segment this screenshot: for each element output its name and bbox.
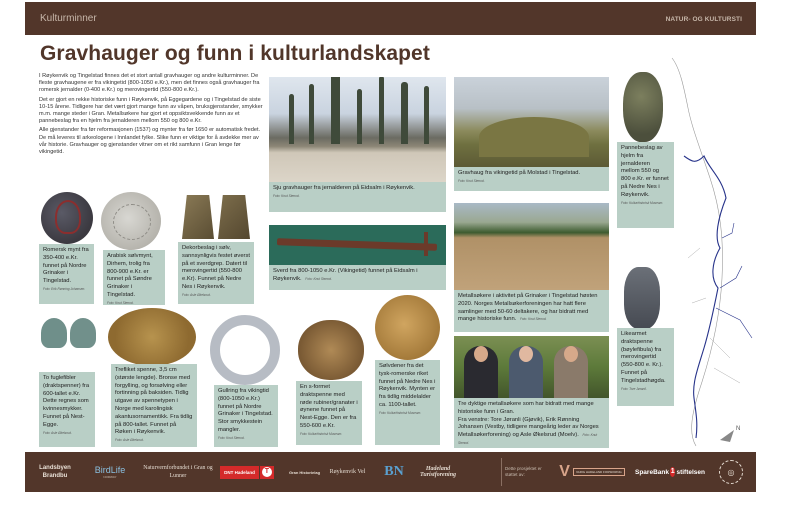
logo-circular-emblem [713, 452, 749, 492]
artifact-bird-brooch-2 [70, 318, 96, 348]
photo-credit: Foto: Asle Økelsrud. [182, 292, 211, 297]
artifact-roman-coin [41, 192, 93, 244]
logo-hadeland: Hadeland Turistforening [419, 466, 457, 478]
photo-credit: Foto: Erik Rønning Johansen. [43, 286, 86, 291]
emblem-icon: ◎ [719, 460, 743, 484]
caption-metal-detectorists: Tre dyktige metallsøkere som har bidratt med mange historiske funn i Gran. Fra venstre: Tore Jøranli (Gjøvik), Erik Rønning Johansen (Vestby, tidligere mangeårig leder av Norges Metallsøkerforening) og Asle Økelsrud (Moelv). Foto: Knut Stenod. [454, 398, 609, 448]
logo-varig-hadeland: V VARIG HADELAND FORSIKRING [557, 452, 627, 492]
photo-graves-eidsalm [269, 77, 446, 182]
photo-metal-detecting [454, 203, 609, 290]
caption-equal-arm-brooch: Likearmet draktspenne (bøylefibula) fra merovingertid (550-800 e. Kr.). Funnet på Tingelstadhøgda. Foto: Tore Jøranli. [617, 328, 674, 406]
trail-map [670, 38, 780, 450]
caption-silver-coin: Sølvdener fra det tysk-romerske riket funnet på Nedre Nes i Røykenvik. Mynten er fra tidlig middelalder ca. 1100-tallet. Foto: Kulturhistorisk Museum. [375, 360, 440, 445]
artifact-helmet-mount [623, 72, 663, 142]
logo-naturvernforbundet: Naturvernforbundet i Gran og Lunner [143, 465, 213, 479]
logo-roykenvik-vel: Røykenvik Vel [329, 469, 366, 475]
caption-gold-ring: Gullring fra vikingtid (800-1050 e.Kr.) funnet på Nordre Grinaker i Tingelstad. Stor smykkestein mangler. Foto: Knut Stenod. [214, 385, 278, 447]
footer-divider [501, 458, 502, 486]
logo-birdlife: BirdLife NORWAY [94, 465, 126, 479]
caption-sword: Sverd fra 800-1050 e.Kr. (Vikingetid) funnet på Eidsalm i Røykenvik. Foto: Knut Stenod. [269, 265, 446, 290]
photo-credit: Foto: Asle Økelsrud. [43, 430, 72, 435]
photo-credit: Foto: Kulturhistorisk Museum. [300, 431, 343, 436]
caption-graves: Sju gravhauger fra jernalderen på Eidsalm i Røykenvik. Foto: Knut Stenod. [269, 182, 446, 212]
logo-landsbyen-brandbu: Landsbyen Brandbu [39, 465, 71, 479]
artifact-bird-brooch-1 [41, 318, 67, 348]
artifact-equal-arm-brooch [624, 267, 660, 329]
logo-gran-historielag: Gran Historielag [288, 469, 321, 475]
page-title: Gravhauger og funn i kulturlandskapet [40, 42, 430, 65]
photo-metal-detectorists [454, 336, 609, 398]
section-label: Kulturminner [40, 13, 97, 24]
photo-credit: Foto: Tore Jøranli. [621, 386, 647, 391]
intro-paragraph: Alle gjenstander fra før reformasjonen (1537) og mynter fra før 1650 er automatisk fredet. De må leveres til arkeologene i Innlandet fylke. Slike funn er viktige for å avdekke mer av vår historie. Gravhauger og gjenstander vitner om et rikt samfunn i Gran lenge før vikingetid. [39, 127, 261, 156]
caption-viking-grave: Gravhaug fra vikingetid på Molstad i Tingelstad. Foto: Knut Stenod. [454, 167, 609, 191]
artifact-mount-right [218, 195, 250, 239]
logo-dnt-hadeland: DNT Hadeland T [217, 452, 277, 492]
intro-text [39, 73, 264, 158]
photo-credit: Foto: Kulturhistorisk Museum. [379, 410, 422, 415]
photo-credit: Foto: Knut Stenod. [107, 300, 134, 305]
north-label: N [736, 426, 741, 432]
artifact-s-brooch [298, 320, 364, 380]
photo-credit: Foto: Knut Stenod. [273, 193, 300, 198]
logo-sparebank1-stiftelsen: SpareBank 1 stiftelsen [635, 468, 705, 476]
caption-helmet-mount: Pannebeslag av hjelm fra jernalderen mellom 550 og 800 e.Kr. er funnet på Nedre Nes i Røykenvik. Foto: Kulturhistorisk Museum. [617, 142, 674, 228]
photo-credit: Foto: Kulturhistorisk Museum. [621, 200, 664, 205]
artifact-gold-ring [210, 315, 280, 385]
caption-s-brooch: En s-formet draktspenne med røde rubiner/granater i øynene funnet på Nest-Egge. Den er fra 550-600 e.Kr. Foto: Kulturhistorisk Museum. [296, 381, 362, 445]
photo-sword [269, 225, 446, 265]
footer-sponsors [25, 452, 756, 492]
photo-credit: Foto: Knut Stenod. [458, 178, 485, 183]
caption-metal-detecting: Metallsøkere i aktivitet på Grinaker i Tingelstad høsten 2020. Norges Metallsøkerforeningen har hatt flere samlinger med 50-60 deltakere, og har bidratt med mange historiske funn. Foto: Knut Stenod. [454, 290, 609, 332]
photo-credit: Foto: Knut Stenod. [305, 276, 332, 281]
support-label: Dette prosjektet er støttet av: [505, 466, 542, 477]
dnt-t-icon: T [262, 467, 272, 477]
photo-viking-grave [454, 77, 609, 167]
artifact-mount-left [182, 195, 214, 239]
trail-label: NATUR- OG KULTURSTI [665, 16, 742, 23]
photo-credit: Foto: Asle Økelsrud. [115, 438, 144, 443]
artifact-trefoil-brooch [108, 308, 196, 366]
caption-mount: Dekorbeslag i sølv, sannsynligvis festet øverst på et sverdgrep. Datert til merovingertid (550-800 e.Kr). Funnet på Nedre Nes i Røykenvik. Foto: Asle Økelsrud. [178, 242, 254, 304]
caption-roman-coin: Romersk mynt fra 350-400 e.Kr. funnet på Nordre Grinaker i Tingelstad. Foto: Erik Rønning Johansen. [39, 244, 94, 304]
caption-trefoil-brooch: Trefliket spenne, 3,5 cm (største lengde). Bronse med forgylling, og forsølving eller fortinning på baksiden. Tidlig utgave av spennetypen i Norge med karolingisk akantusornamentikk. Fra tidlig på 800-tallet. Funnet på Røken i Røykenvik. Foto: Asle Økelsrud. [111, 364, 197, 447]
photo-credit: Foto: Knut Stenod. [458, 433, 598, 445]
intro-paragraph: Det er gjort en rekke historiske funn i Røykenvik, på Eggegardene og i Tingelstad de siste 10-15 årene. Tidligere har det vært gjort mange funn av våpen, bruksgjenstander, smykker m.m. mange steder i Gran. Metallsøkere har gjort et oppsiktsvekkende funn av et pannebeslag fra en hjelm fra jernalderen mellom 550 og 800 e.Kr. [39, 96, 263, 125]
caption-arabic-coin: Arabisk sølvmynt, Dirhem, trolig fra 800-900 e.Kr. er funnet på Søndre Grinaker i Tingelstad. Foto: Knut Stenod. [103, 250, 165, 305]
caption-bird-brooches: To fuglefibler (draktspenner) fra 600-tallet e.Kr. Dette regnes som kvinnesmykker. Funnet på Nest-Egge. Foto: Asle Økelsrud. [39, 372, 95, 447]
artifact-arabic-coin [101, 192, 161, 250]
artifact-silver-coin [375, 295, 440, 360]
header-bar [25, 2, 756, 35]
photo-credit: Foto: Knut Stenod. [519, 317, 547, 322]
photo-credit: Foto: Knut Stenod. [218, 435, 245, 440]
intro-paragraph: I Røykenvik og Tingelstad finnes det et stort antall gravhauger og andre kulturminner. De fleste gravhaugene er fra vikingetid (800-1050 e.Kr.), men det finnes også gravhauger fra romersk jernalder (0-400 e.Kr.) og merovingertid (550-800 e.Kr.). [39, 73, 260, 94]
logo-bn: BN [384, 464, 404, 479]
